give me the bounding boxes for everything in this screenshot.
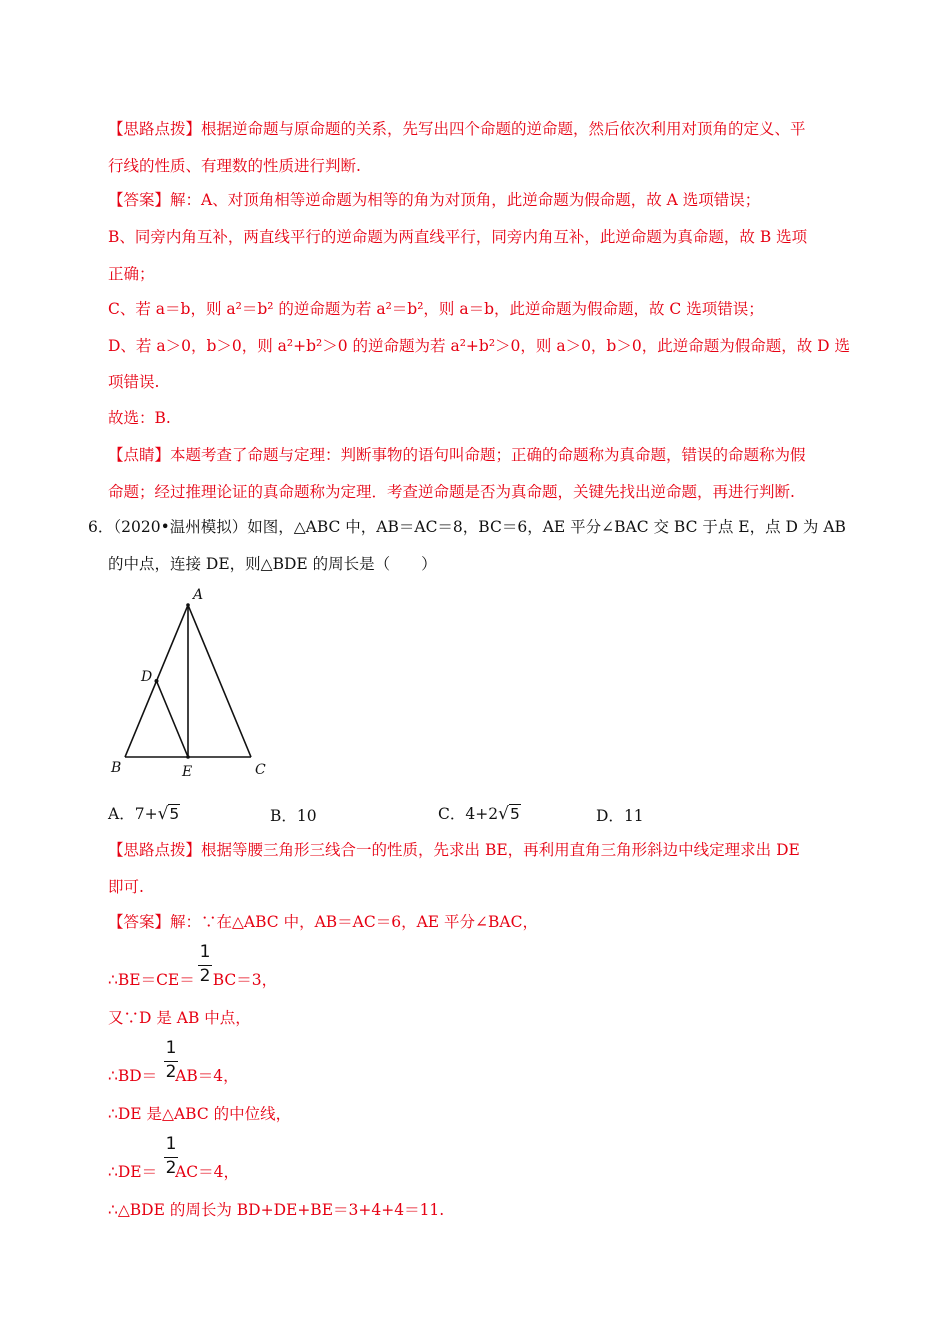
p5-answer-line-c: C、若 a＝b，则 a²＝b² 的逆命题为若 a²＝b²，则 a＝b，此逆命题为假命题，故 C 选项错误； <box>108 300 764 318</box>
segment-ac <box>188 605 251 757</box>
sqrt-icon: √ <box>498 804 509 824</box>
p5-comment-line1: 【点睛】本题考查了命题与定理：判断事物的语句叫命题；正确的命题称为真命题，错误的命题称为假 <box>108 446 806 464</box>
fraction-denominator: 2 <box>165 1158 177 1178</box>
label-a: A <box>193 587 204 603</box>
q6-hint-line2: 即可. <box>108 878 144 896</box>
q6-hint-line1: 【思路点拨】根据等腰三角形三线合一的性质，先求出 BE，再利用直角三角形斜边中线定理求出 DE <box>108 841 800 859</box>
q6-stem-line1: 6．（2020•温州模拟）如图，△ABC 中，AB＝AC＝8，BC＝6，AE 平分∠BAC 交 BC 于点 E，点 D 为 AB <box>88 518 846 536</box>
label-e: E <box>182 764 193 780</box>
label-d: D <box>141 669 153 685</box>
p5-answer-line-a: 【答案】解：A、对顶角相等逆命题为相等的角为对顶角，此逆命题为假命题，故 A 选项错误； <box>108 191 761 209</box>
fraction-numerator: 1 <box>165 1038 177 1058</box>
answer-tag: 【答案】 <box>108 191 171 209</box>
hint-tag: 【思路点拨】 <box>108 120 202 138</box>
fraction-numerator: 1 <box>199 942 211 962</box>
question-number: 6． <box>88 518 114 536</box>
fraction-denominator: 2 <box>165 1062 177 1082</box>
option-c[interactable]: C．4+2√5 <box>438 804 520 824</box>
p5-comment-line2: 命题；经过推理论证的真命题称为定理．考查逆命题是否为真命题，关键先找出逆命题，再进行判断. <box>108 483 795 501</box>
p5-answer-line-d1: D、若 a＞0，b＞0，则 a²+b²＞0 的逆命题为若 a²+b²＞0，则 a＞0，b＞0，此逆命题为假命题，故 D 选 <box>108 337 850 355</box>
q6-answer-line7: ∴△BDE 的周长为 BD+DE+BE＝3+4+4＝11. <box>108 1201 445 1219</box>
sqrt-icon: √ <box>157 804 169 824</box>
option-d[interactable]: D．11 <box>596 807 644 825</box>
q6-answer-line2: ∴BE＝CE＝ BC＝3， <box>108 971 278 989</box>
fraction-denominator: 2 <box>199 966 211 986</box>
fraction-numerator: 1 <box>165 1134 177 1154</box>
segment-de <box>157 681 189 757</box>
p5-answer-line-b1: B、同旁内角互补，两直线平行的逆命题为两直线平行，同旁内角互补，此逆命题为真命题，故 B 选项 <box>108 228 808 246</box>
p5-hint-line1: 【思路点拨】根据逆命题与原命题的关系，先写出四个命题的逆命题，然后依次利用对顶角的定义、平 <box>108 120 806 138</box>
option-b[interactable]: B．10 <box>270 807 317 825</box>
q6-answer-line6: ∴DE＝ AC＝4， <box>108 1163 240 1181</box>
q6-stem-line2: 的中点，连接 DE，则△BDE 的周长是（ ） <box>108 555 437 573</box>
q6-answer-line3: 又∵D 是 AB 中点， <box>108 1009 251 1027</box>
q6-answer-line5: ∴DE 是△ABC 的中位线， <box>108 1105 292 1123</box>
q6-answer-line1: 【答案】解：∵在△ABC 中，AB＝AC＝6，AE 平分∠BAC， <box>108 913 538 931</box>
point-e <box>186 755 190 759</box>
p5-answer-line-b2: 正确； <box>108 265 155 283</box>
comment-tag: 【点睛】 <box>108 446 171 464</box>
label-b: B <box>111 760 122 776</box>
p5-hint-line2: 行线的性质、有理数的性质进行判断. <box>108 157 361 175</box>
triangle-figure <box>105 585 280 785</box>
question-source: （2020•温州模拟） <box>113 518 248 536</box>
p5-answer-line-d2: 项错误. <box>108 373 160 391</box>
label-c: C <box>255 762 266 778</box>
q6-answer-line4: ∴BD＝ AB＝4， <box>108 1067 239 1085</box>
p5-answer-choose: 故选：B. <box>108 409 171 427</box>
point-d <box>155 679 159 683</box>
point-a <box>186 603 190 607</box>
hint-tag: 【思路点拨】 <box>108 841 202 859</box>
option-a[interactable]: A．7+√5 <box>108 804 180 824</box>
answer-tag: 【答案】 <box>108 913 171 931</box>
